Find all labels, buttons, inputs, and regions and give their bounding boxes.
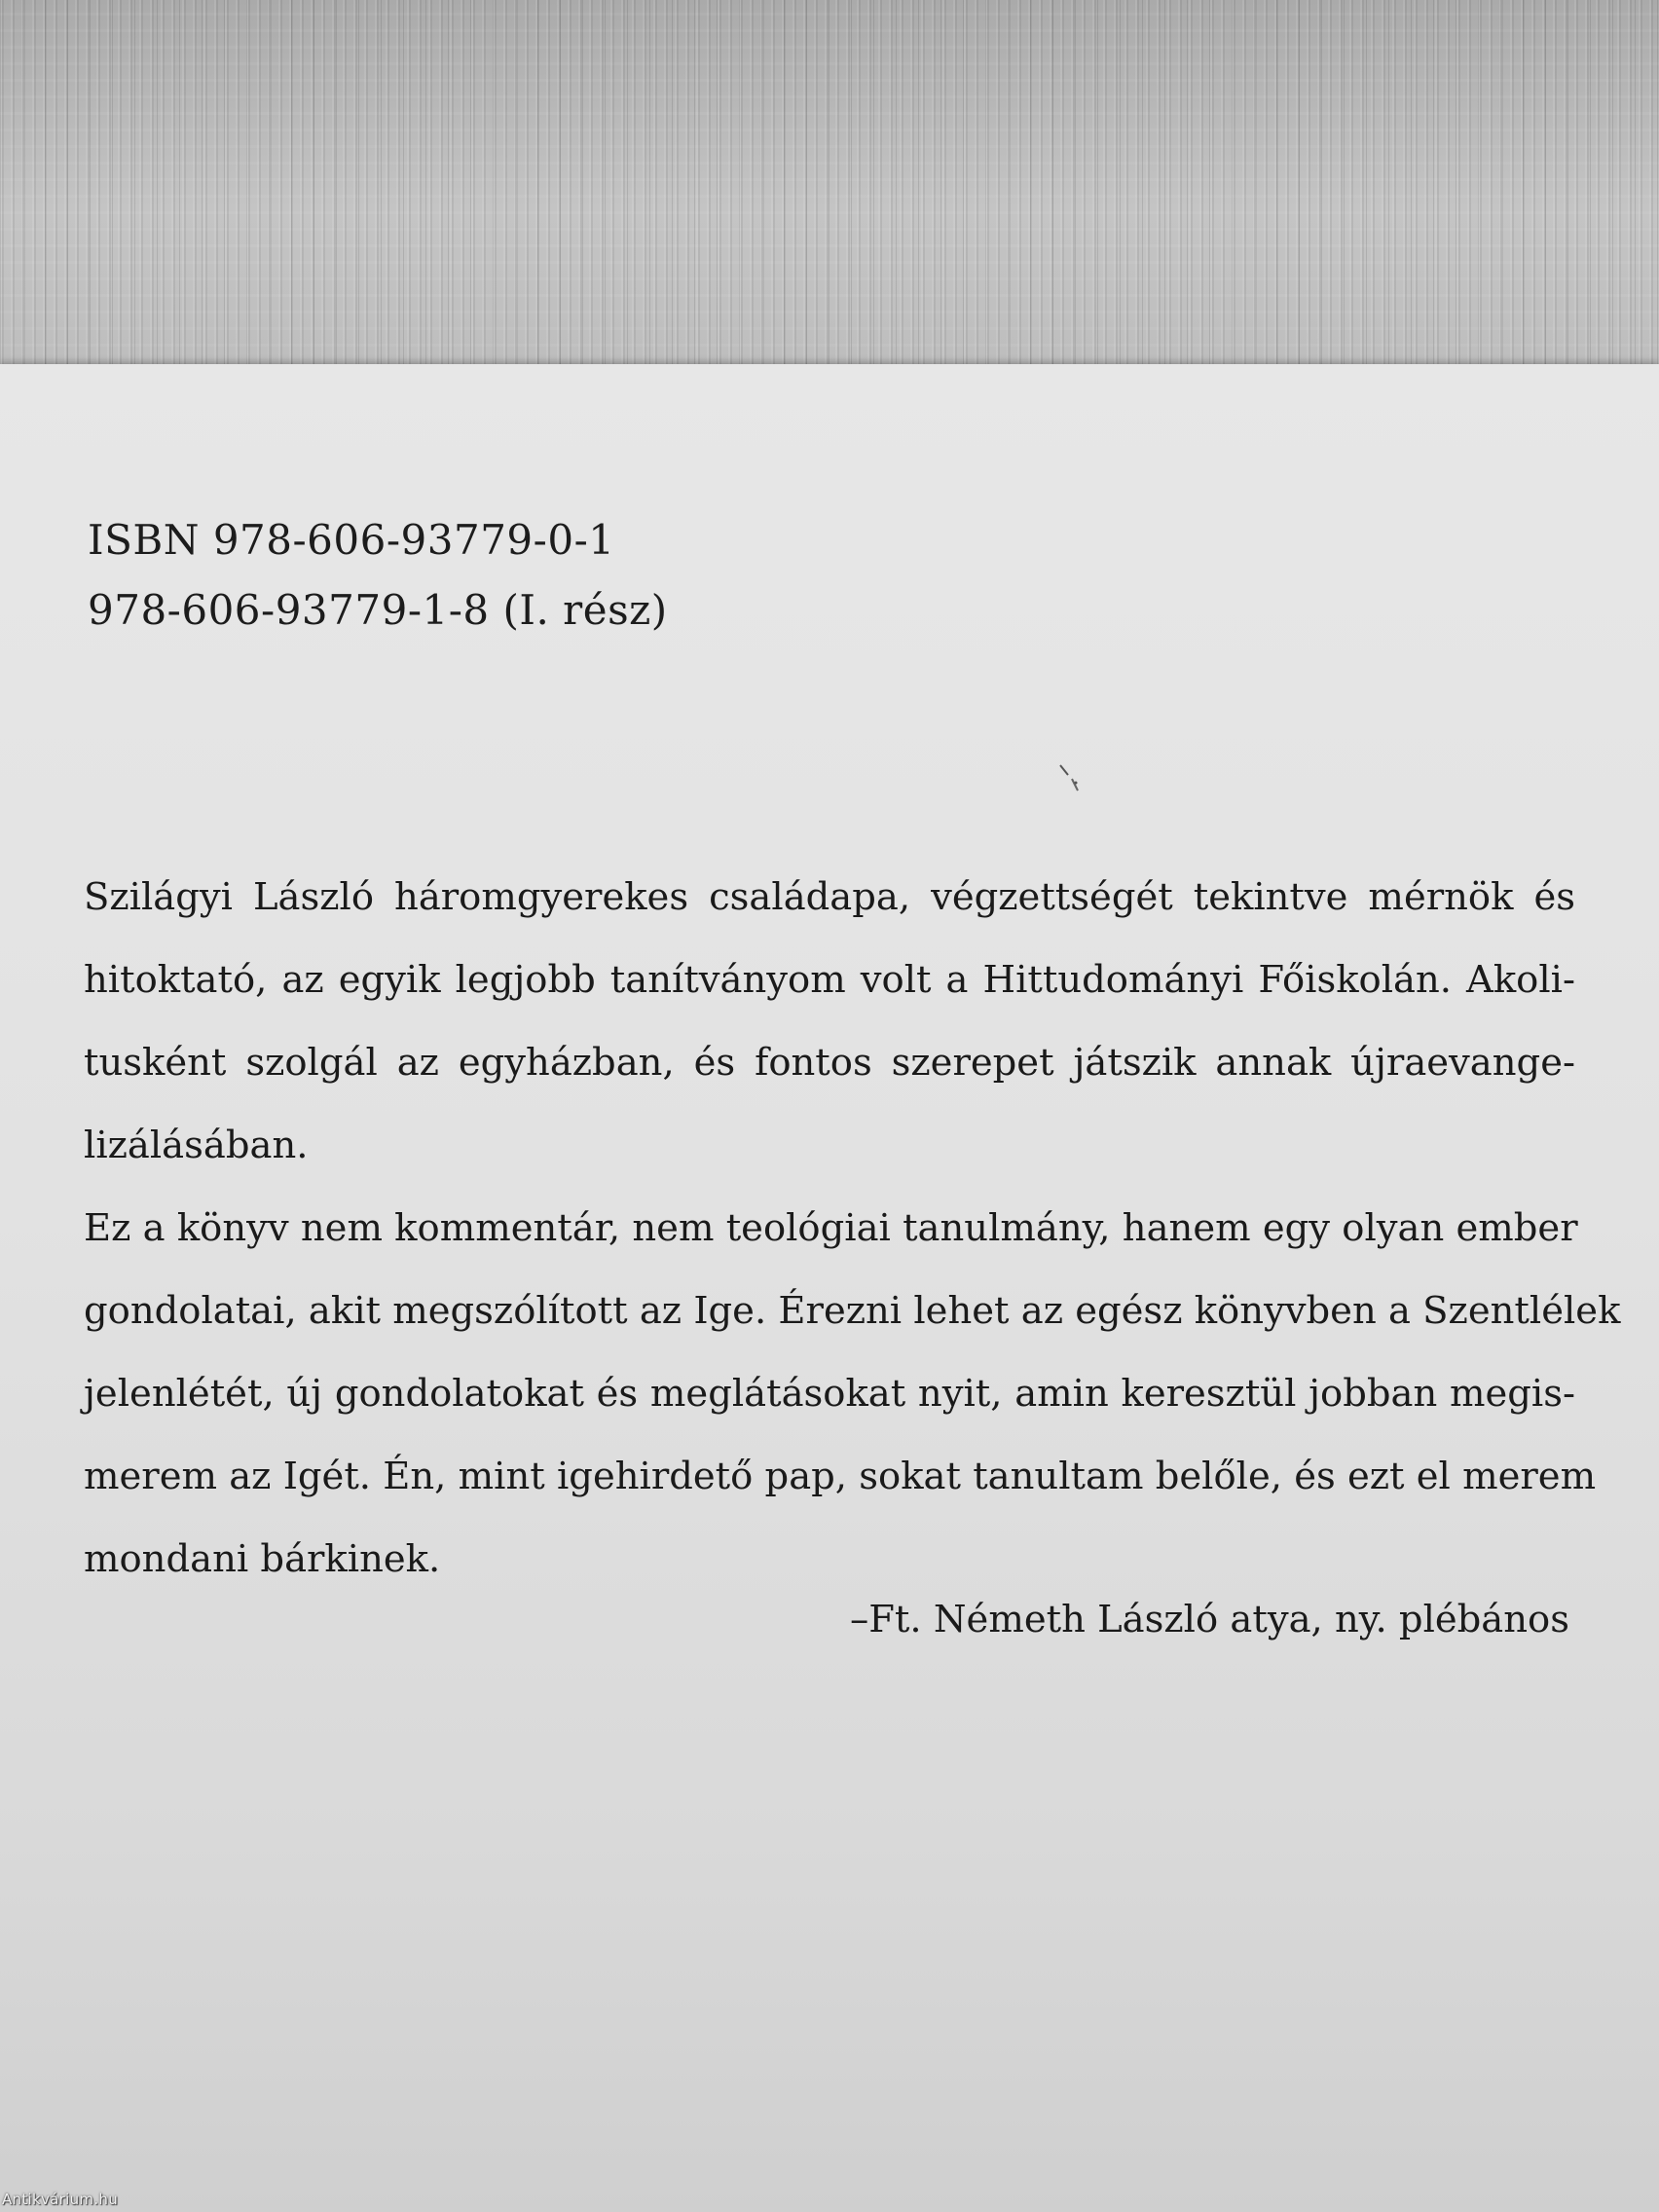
paragraph2-line-4: merem az Igét. Én, mint igehirdető pap, sokat tanultam belőle, és ezt el merem (84, 1455, 1597, 1498)
paragraph2-line-3: jelenlétét, új gondolatokat és meglátásokat nyit, amin keresztül jobban megis- (84, 1372, 1575, 1416)
paragraph2-line-2: gondolatai, akit megszólított az Ige. Érezni lehet az egész könyvben a Szentlélek (84, 1289, 1621, 1333)
site-watermark: Antikvárium.hu (2, 2191, 119, 2208)
paragraph2-line-5: mondani bárkinek. (84, 1537, 441, 1581)
isbn-line-1: ISBN 978-606-93779-0-1 (88, 516, 615, 564)
paragraph1-line-4: lizálásában. (84, 1124, 309, 1167)
paragraph2-line-1: Ez a könyv nem kommentár, nem teológiai tanulmány, hanem egy olyan ember (84, 1206, 1578, 1250)
attribution-signature: –Ft. Németh László atya, ny. plébános (849, 1598, 1569, 1641)
isbn-block (88, 505, 668, 645)
wood-table-background (0, 0, 1659, 380)
blurb-text (84, 856, 1621, 1601)
isbn-line-2: 978-606-93779-1-8 (I. rész) (88, 586, 668, 634)
paragraph1-line-1: Szilágyi László háromgyerekes családapa, végzettségét tekintve mérnök és (84, 875, 1575, 919)
paragraph1-line-3: tusként szolgál az egyházban, és fontos szerepet játszik annak újraevange- (84, 1041, 1575, 1085)
paragraph1-line-2: hitoktató, az egyik legjobb tanítványom volt a Hittudományi Főiskolán. Akoli- (84, 958, 1575, 1002)
book-page (0, 364, 1659, 2212)
paper-speck-mark (1056, 761, 1086, 800)
